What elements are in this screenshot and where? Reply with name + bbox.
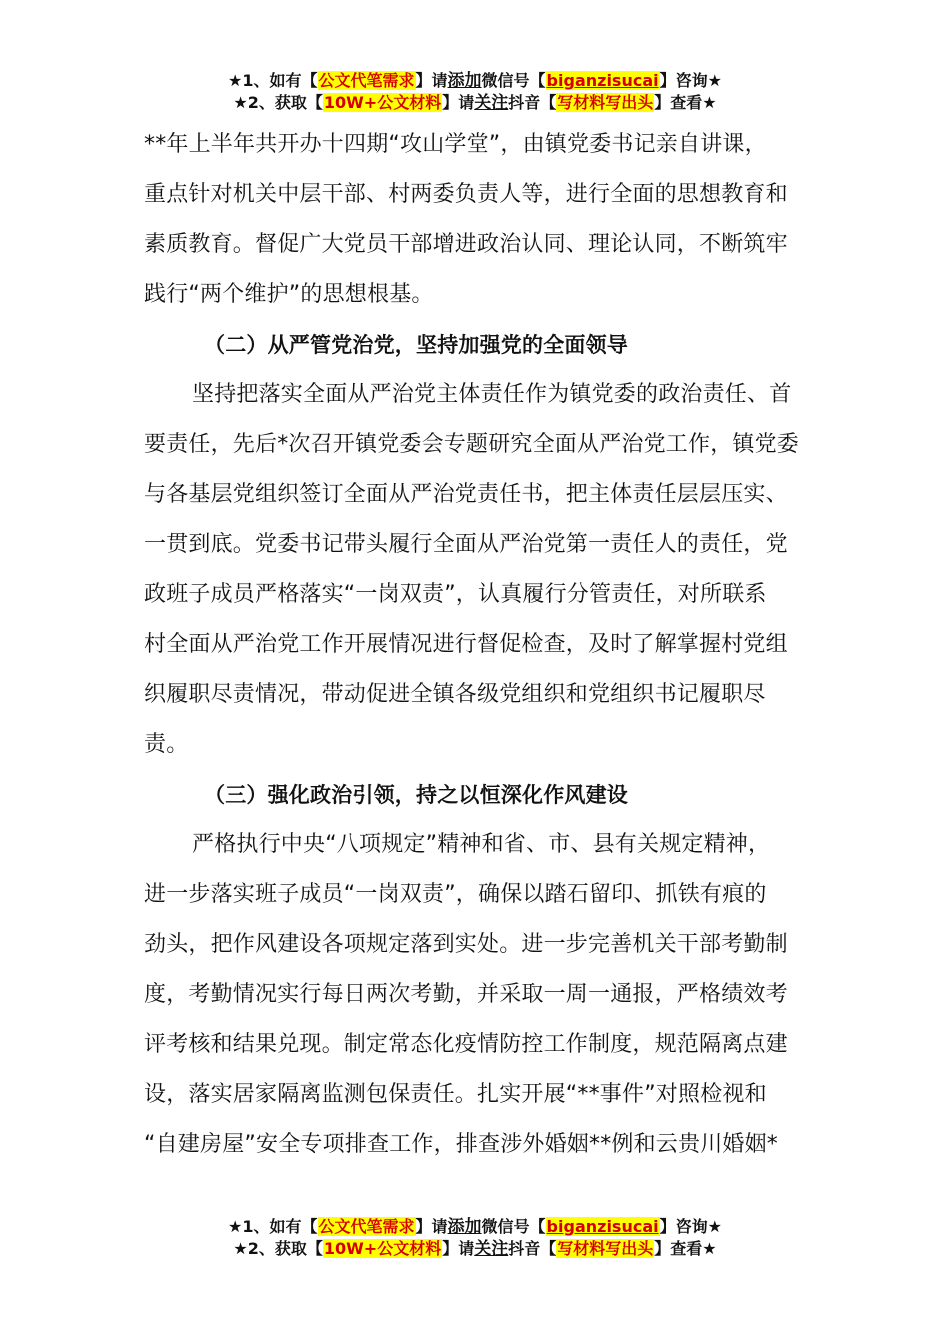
banner-line-1 (0, 1216, 950, 1238)
section-heading-2: （二）从严管党治党，坚持加强党的全面领导 (204, 333, 628, 357)
paragraph-1 (144, 120, 806, 320)
text-line: 政班子成员严格落实“一岗双责”，认真履行分管责任，对所联系 (144, 582, 767, 607)
text-line: 坚持把落实全面从严治党主体责任作为镇党委的政治责任、首 (192, 382, 792, 407)
paragraph-2 (144, 370, 806, 770)
banner-line-1 (0, 70, 950, 92)
banner-highlight: 10W+公文材料 (323, 93, 442, 112)
text-line: 践行“两个维护”的思想根基。 (144, 282, 434, 307)
banner-text: 抖音【 (508, 93, 557, 112)
text-line: 素质教育。督促广大党员干部增进政治认同、理论认同，不断筑牢 (144, 232, 788, 257)
text-line: 度，考勤情况实行每日两次考勤，并采取一周一通报，严格绩效考 (144, 982, 788, 1007)
footer-banner (0, 1216, 950, 1260)
text-line: 进一步落实班子成员“一岗双责”，确保以踏石留印、抓铁有痕的 (144, 882, 767, 907)
banner-text: 微信号【 (481, 71, 546, 90)
banner-text: 】咨询★ (659, 1217, 722, 1236)
banner-highlight: 公文代笔需求 (318, 71, 415, 90)
header-banner (0, 70, 950, 114)
banner-wechat-id[interactable]: biganzisucai (546, 1217, 659, 1236)
text-line: 织履职尽责情况，带动促进全镇各级党组织和党组织书记履职尽责。 (144, 682, 766, 757)
banner-underline-text: 关注 (474, 93, 509, 113)
text-line: 一贯到底。党委书记带头履行全面从严治党第一责任人的责任，党 (144, 532, 788, 557)
banner-underline-text: 添加 (447, 71, 482, 91)
text-line: 评考核和结果兑现。制定常态化疫情防控工作制度，规范隔离点建 (144, 1032, 788, 1057)
banner-text: ★2、获取【 (233, 93, 323, 112)
banner-text: ★2、获取【 (233, 1239, 323, 1258)
banner-text: 】请 (442, 1239, 475, 1258)
banner-text: 】咨询★ (659, 71, 722, 90)
paragraph-3 (144, 820, 806, 1170)
text-line: 设，落实居家隔离监测包保责任。扎实开展“**事件”对照检视和 (144, 1082, 767, 1107)
banner-line-2 (0, 1238, 950, 1260)
banner-underline-text: 添加 (447, 1217, 482, 1237)
banner-line-2 (0, 92, 950, 114)
banner-douyin-name[interactable]: 写材料写出头 (557, 93, 654, 112)
text-line: **年上半年共开办十四期“攻山学堂”，由镇党委书记亲自讲课， (144, 132, 767, 157)
banner-text: 】查看★ (654, 93, 717, 112)
banner-text: 】请 (415, 71, 448, 90)
banner-text: 】查看★ (654, 1239, 717, 1258)
text-line: 严格执行中央“八项规定”精神和省、市、县有关规定精神， (192, 832, 771, 857)
banner-text: ★1、如有【 (228, 1217, 318, 1236)
banner-highlight: 公文代笔需求 (318, 1217, 415, 1236)
text-line: 要责任，先后*次召开镇党委会专题研究全面从严治党工作，镇党委 (144, 432, 800, 457)
text-line: 重点针对机关中层干部、村两委负责人等，进行全面的思想教育和 (144, 182, 788, 207)
banner-text: ★1、如有【 (228, 71, 318, 90)
banner-text: 】请 (442, 93, 475, 112)
document-body (144, 120, 806, 1170)
section-heading-3: （三）强化政治引领，持之以恒深化作风建设 (204, 783, 628, 807)
text-line: 与各基层党组织签订全面从严治党责任书，把主体责任层层压实、 (144, 482, 788, 507)
banner-text: 抖音【 (508, 1239, 557, 1258)
text-line: 劲头，把作风建设各项规定落到实处。进一步完善机关干部考勤制 (144, 932, 788, 957)
banner-text: 】请 (415, 1217, 448, 1236)
banner-wechat-id[interactable]: biganzisucai (546, 71, 659, 90)
banner-text: 微信号【 (481, 1217, 546, 1236)
text-line: “自建房屋”安全专项排查工作，排查涉外婚姻**例和云贵川婚姻* (144, 1132, 778, 1157)
banner-highlight: 10W+公文材料 (323, 1239, 442, 1258)
banner-douyin-name[interactable]: 写材料写出头 (557, 1239, 654, 1258)
text-line: 村全面从严治党工作开展情况进行督促检查，及时了解掌握村党组 (144, 632, 788, 657)
banner-underline-text: 关注 (474, 1239, 509, 1259)
